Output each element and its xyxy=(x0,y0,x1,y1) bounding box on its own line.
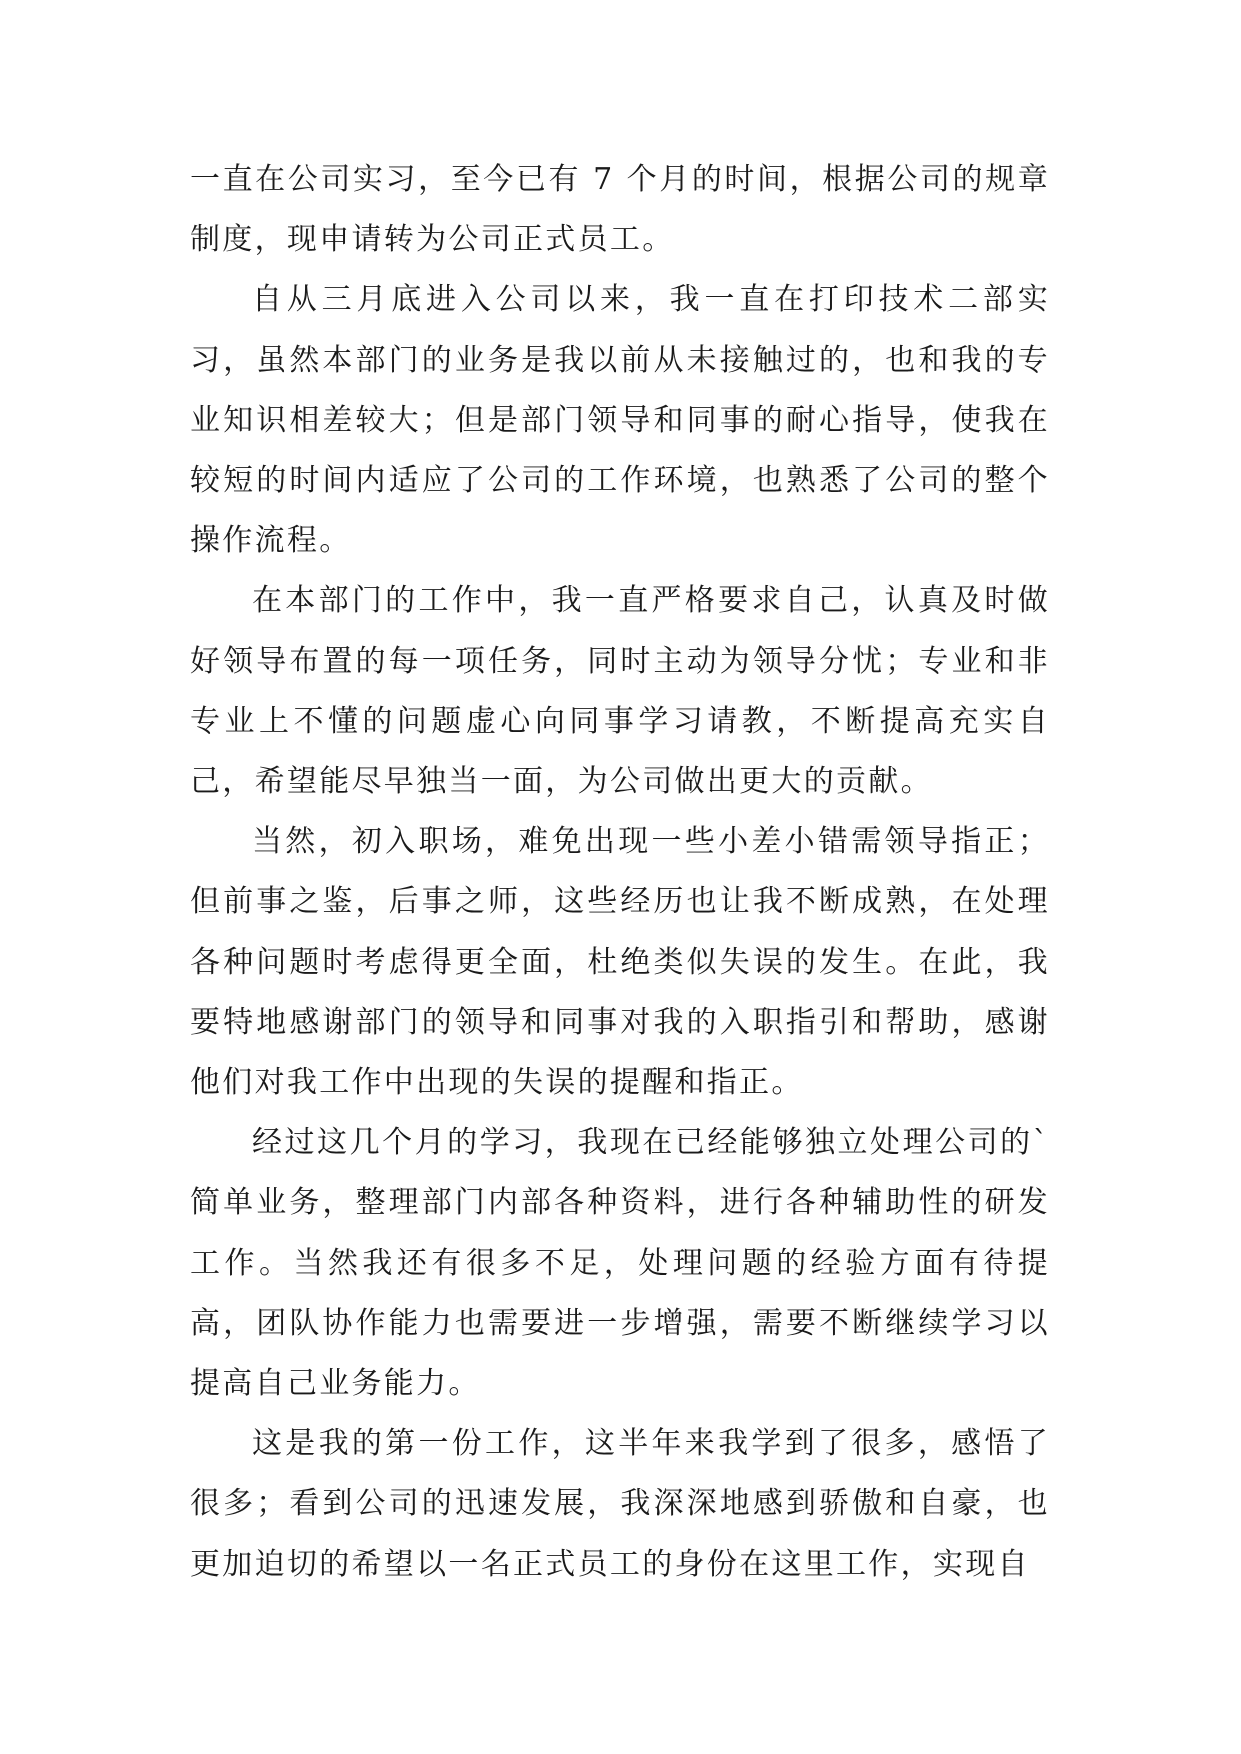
paragraph-4: 当然，初入职场，难免出现一些小差小错需领导指正；但前事之鉴，后事之师，这些经历也让我不断成熟，在处理各种问题时考虑得更全面，杜绝类似失误的发生。在此，我要特地感谢部门的领导和同事对我的入职指引和帮助，感谢他们对我工作中出现的失误的提醒和指正。 xyxy=(190,824,1050,1101)
paragraph-3: 在本部门的工作中，我一直严格要求自己，认真及时做好领导布置的每一项任务，同时主动为领导分忧；专业和非专业上不懂的问题虚心向同事学习请教，不断提高充实自己，希望能尽早独当一面，为公司做出更大的贡献。 xyxy=(190,583,1050,800)
paragraph-1: 一直在公司实习，至今已有 7 个月的时间，根据公司的规章制度，现申请转为公司正式员工。 xyxy=(190,162,1050,258)
paragraph-6: 这是我的第一份工作，这半年来我学到了很多，感悟了很多；看到公司的迅速发展，我深深地感到骄傲和自豪，也更加迫切的希望以一名正式员工的身份在这里工作，实现自 xyxy=(190,1426,1050,1582)
paragraph-2: 自从三月底进入公司以来，我一直在打印技术二部实习，虽然本部门的业务是我以前从未接触过的，也和我的专业知识相差较大；但是部门领导和同事的耐心指导，使我在较短的时间内适应了公司的工作环境，也熟悉了公司的整个操作流程。 xyxy=(190,282,1050,559)
paragraph-5: 经过这几个月的学习，我现在已经能够独立处理公司的`简单业务，整理部门内部各种资料，进行各种辅助性的研发工作。当然我还有很多不足，处理问题的经验方面有待提高，团队协作能力也需要进一步增强，需要不断继续学习以提高自己业务能力。 xyxy=(190,1125,1050,1402)
document-body xyxy=(190,150,1050,1595)
